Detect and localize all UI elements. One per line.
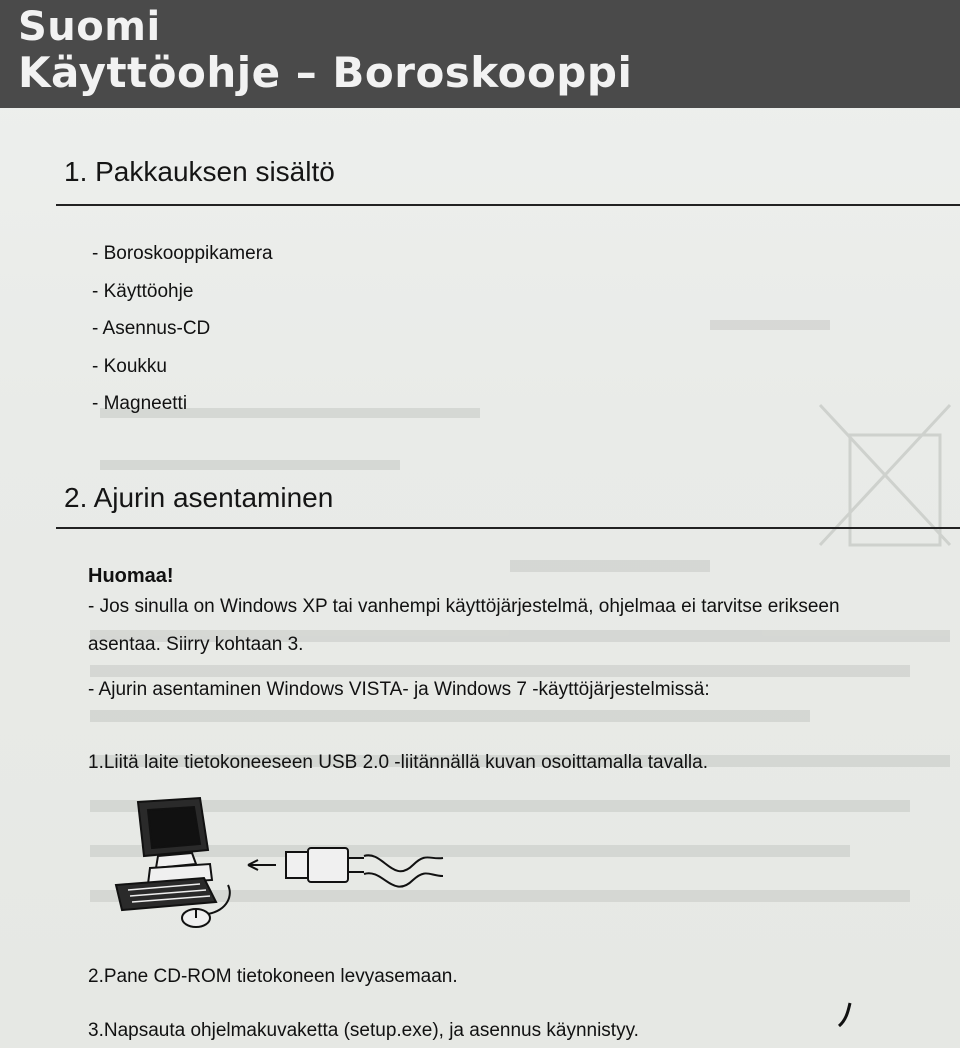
list-item: - Boroskooppikamera (92, 243, 273, 264)
package-contents-list (92, 240, 273, 428)
list-item: - Koukku (92, 355, 167, 377)
pen-mark (836, 1000, 856, 1030)
list-item: - Asennus-CD (92, 318, 211, 339)
header-language: Suomi (18, 4, 161, 50)
step-2: 2.Pane CD-ROM tietokoneen levyasemaan. (88, 966, 458, 987)
step-1: 1.Liitä laite tietokoneeseen USB 2.0 -liitännällä kuvan osoittamalla tavalla. (88, 752, 708, 773)
note-line-3: - Ajurin asentaminen Windows VISTA- ja Windows 7 -käyttöjärjestelmissä: (88, 679, 710, 700)
note-line-2: asentaa. Siirry kohtaan 3. (88, 634, 304, 655)
note-title: Huomaa! (88, 565, 174, 587)
section-1-divider (56, 204, 960, 206)
list-item: - Käyttöohje (92, 280, 194, 302)
section-2-divider (56, 527, 960, 529)
section-2-title: 2. Ajurin asentaminen (64, 482, 334, 513)
step-3: 3.Napsauta ohjelmakuvaketta (setup.exe), ja asennus käynnistyy. (88, 1020, 639, 1041)
section-1-title: 1. Pakkauksen sisältö (64, 156, 335, 187)
list-item: - Magneetti (92, 393, 188, 414)
note-line-1: - Jos sinulla on Windows XP tai vanhempi käyttöjärjestelmä, ohjelmaa ei tarvitse erikseen (88, 596, 840, 617)
header-title: Käyttöohje – Boroskooppi (18, 48, 633, 97)
computer-usb-connection-icon (108, 790, 448, 930)
page-header (0, 0, 960, 108)
